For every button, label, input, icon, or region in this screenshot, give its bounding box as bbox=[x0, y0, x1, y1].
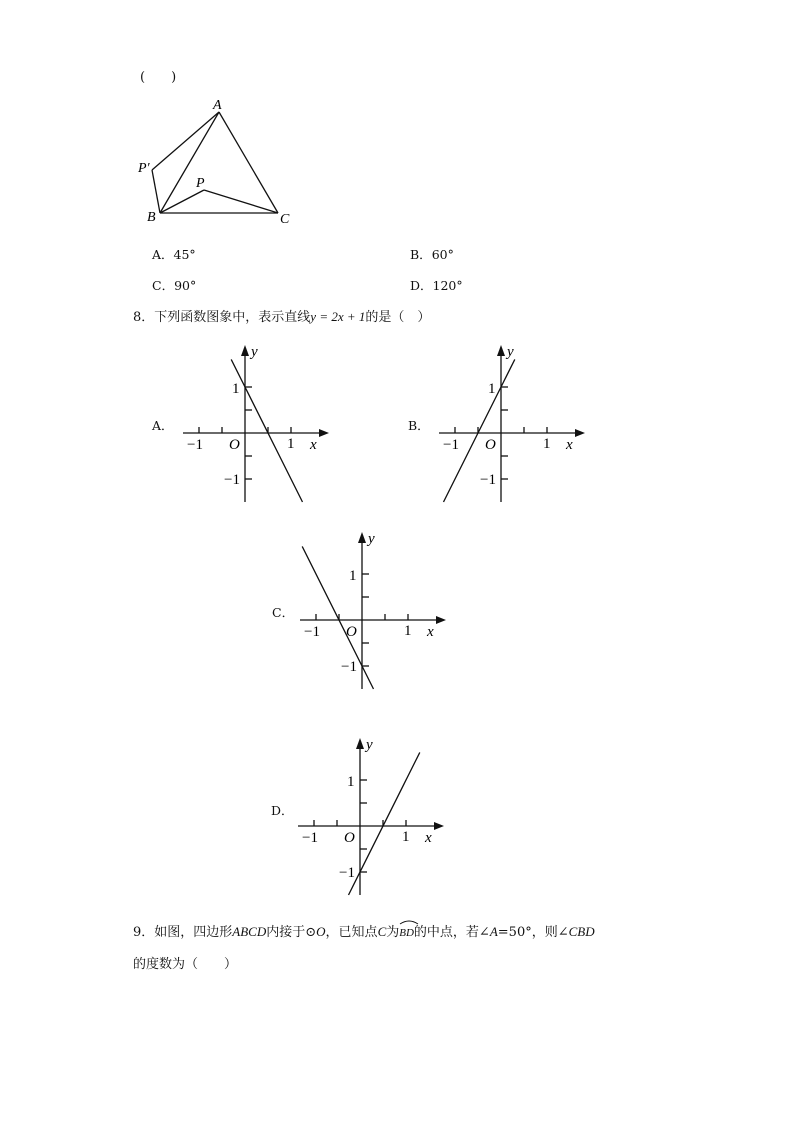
x-tick-label-1: 1 bbox=[287, 436, 295, 452]
stem-text-5: 的中点，若∠ bbox=[413, 925, 490, 940]
y-tick-label-neg1: −1 bbox=[341, 659, 357, 675]
x-tick-label-1: 1 bbox=[404, 623, 412, 639]
stem-text-4: 为 bbox=[386, 925, 400, 940]
y-axis-arrow bbox=[356, 738, 364, 749]
origin-label: O bbox=[485, 437, 496, 453]
label-b: B bbox=[147, 210, 156, 225]
option-letter: A． bbox=[152, 247, 174, 262]
y-tick-label-1: 1 bbox=[232, 381, 240, 397]
x-tick-label-neg1: −1 bbox=[443, 437, 459, 453]
origin-label: O bbox=[229, 437, 240, 453]
triangle-figure bbox=[130, 92, 300, 232]
y-tick-label-neg1: −1 bbox=[339, 865, 355, 881]
graph-b[interactable] bbox=[435, 342, 615, 512]
question-number: 8． bbox=[133, 310, 155, 325]
y-tick-label-1: 1 bbox=[347, 774, 355, 790]
option-c[interactable] bbox=[152, 276, 196, 294]
graph-option-b[interactable]: B． bbox=[408, 418, 430, 433]
angle-vertex: A bbox=[489, 924, 498, 939]
y-tick-label-1: 1 bbox=[349, 568, 357, 584]
answer-paren: ( ) bbox=[140, 70, 177, 85]
x-axis-label: x bbox=[566, 437, 573, 453]
graph-a[interactable] bbox=[179, 342, 359, 512]
x-tick-label-neg1: −1 bbox=[302, 830, 318, 846]
option-d[interactable] bbox=[410, 276, 463, 294]
x-axis-label: x bbox=[425, 830, 432, 846]
option-a[interactable] bbox=[152, 245, 196, 263]
graph-option-c[interactable]: C． bbox=[272, 605, 295, 620]
function-line bbox=[231, 359, 302, 502]
quad-name: ABCD bbox=[232, 924, 267, 939]
label-p-prime: P′ bbox=[138, 161, 150, 176]
y-axis-arrow bbox=[241, 345, 249, 356]
option-text: 60° bbox=[431, 247, 454, 262]
stem-after: 的是（ ） bbox=[365, 310, 431, 325]
question-number: 9． bbox=[133, 925, 155, 940]
stem-text-2: 内接于⊙ bbox=[266, 925, 317, 940]
question-9-line2: 的度数为（ ） bbox=[133, 957, 238, 972]
stem-text-3: ，已知点 bbox=[325, 925, 378, 940]
function-line bbox=[302, 546, 373, 689]
circle-name: O bbox=[316, 924, 326, 939]
y-axis-label: y bbox=[366, 737, 373, 753]
option-b[interactable] bbox=[410, 245, 454, 263]
x-axis-arrow bbox=[319, 429, 329, 437]
y-axis-label: y bbox=[251, 344, 258, 360]
label-c: C bbox=[280, 212, 290, 227]
x-axis-arrow bbox=[434, 822, 444, 830]
label-a: A bbox=[213, 98, 222, 113]
label-p: P bbox=[196, 176, 205, 191]
y-axis-arrow bbox=[358, 532, 366, 543]
y-tick-label-1: 1 bbox=[488, 381, 496, 397]
equation: y = 2x + 1 bbox=[310, 309, 366, 324]
question-8-stem bbox=[133, 306, 430, 325]
arc-symbol bbox=[399, 919, 419, 925]
point-name: C bbox=[377, 924, 387, 939]
x-tick-label-1: 1 bbox=[402, 829, 410, 845]
x-tick-label-neg1: −1 bbox=[304, 624, 320, 640]
graph-c[interactable] bbox=[296, 529, 476, 699]
stem-text-6: =50°，则∠ bbox=[497, 925, 569, 940]
arc-name: BD bbox=[399, 927, 414, 939]
y-axis-label: y bbox=[368, 531, 375, 547]
graph-option-a[interactable]: A． bbox=[152, 418, 174, 433]
x-axis-label: x bbox=[427, 624, 434, 640]
option-text: 45° bbox=[173, 247, 196, 262]
graph-option-d[interactable]: D． bbox=[271, 803, 294, 818]
option-text: 120° bbox=[432, 278, 463, 293]
y-axis-arrow bbox=[497, 345, 505, 356]
option-letter: B． bbox=[410, 247, 432, 262]
question-9-stem bbox=[133, 921, 595, 940]
option-text: 90° bbox=[174, 278, 197, 293]
origin-label: O bbox=[344, 830, 355, 846]
segment-ap-prime bbox=[152, 112, 219, 170]
y-tick-label-neg1: −1 bbox=[224, 472, 240, 488]
stem-text-1: 如图，四边形 bbox=[154, 925, 233, 940]
x-axis-arrow bbox=[436, 616, 446, 624]
function-line bbox=[349, 752, 420, 895]
segment-p-prime-b bbox=[152, 170, 160, 213]
x-tick-label-neg1: −1 bbox=[187, 437, 203, 453]
option-letter: C． bbox=[152, 278, 175, 293]
graph-d[interactable] bbox=[294, 735, 474, 905]
y-axis-label: y bbox=[507, 344, 514, 360]
x-tick-label-1: 1 bbox=[543, 436, 551, 452]
origin-label: O bbox=[346, 624, 357, 640]
option-letter: D． bbox=[410, 278, 433, 293]
x-axis-label: x bbox=[310, 437, 317, 453]
target-angle: CBD bbox=[568, 924, 595, 939]
x-axis-arrow bbox=[575, 429, 585, 437]
stem-before: 下列函数图象中，表示直线 bbox=[154, 310, 311, 325]
y-tick-label-neg1: −1 bbox=[480, 472, 496, 488]
